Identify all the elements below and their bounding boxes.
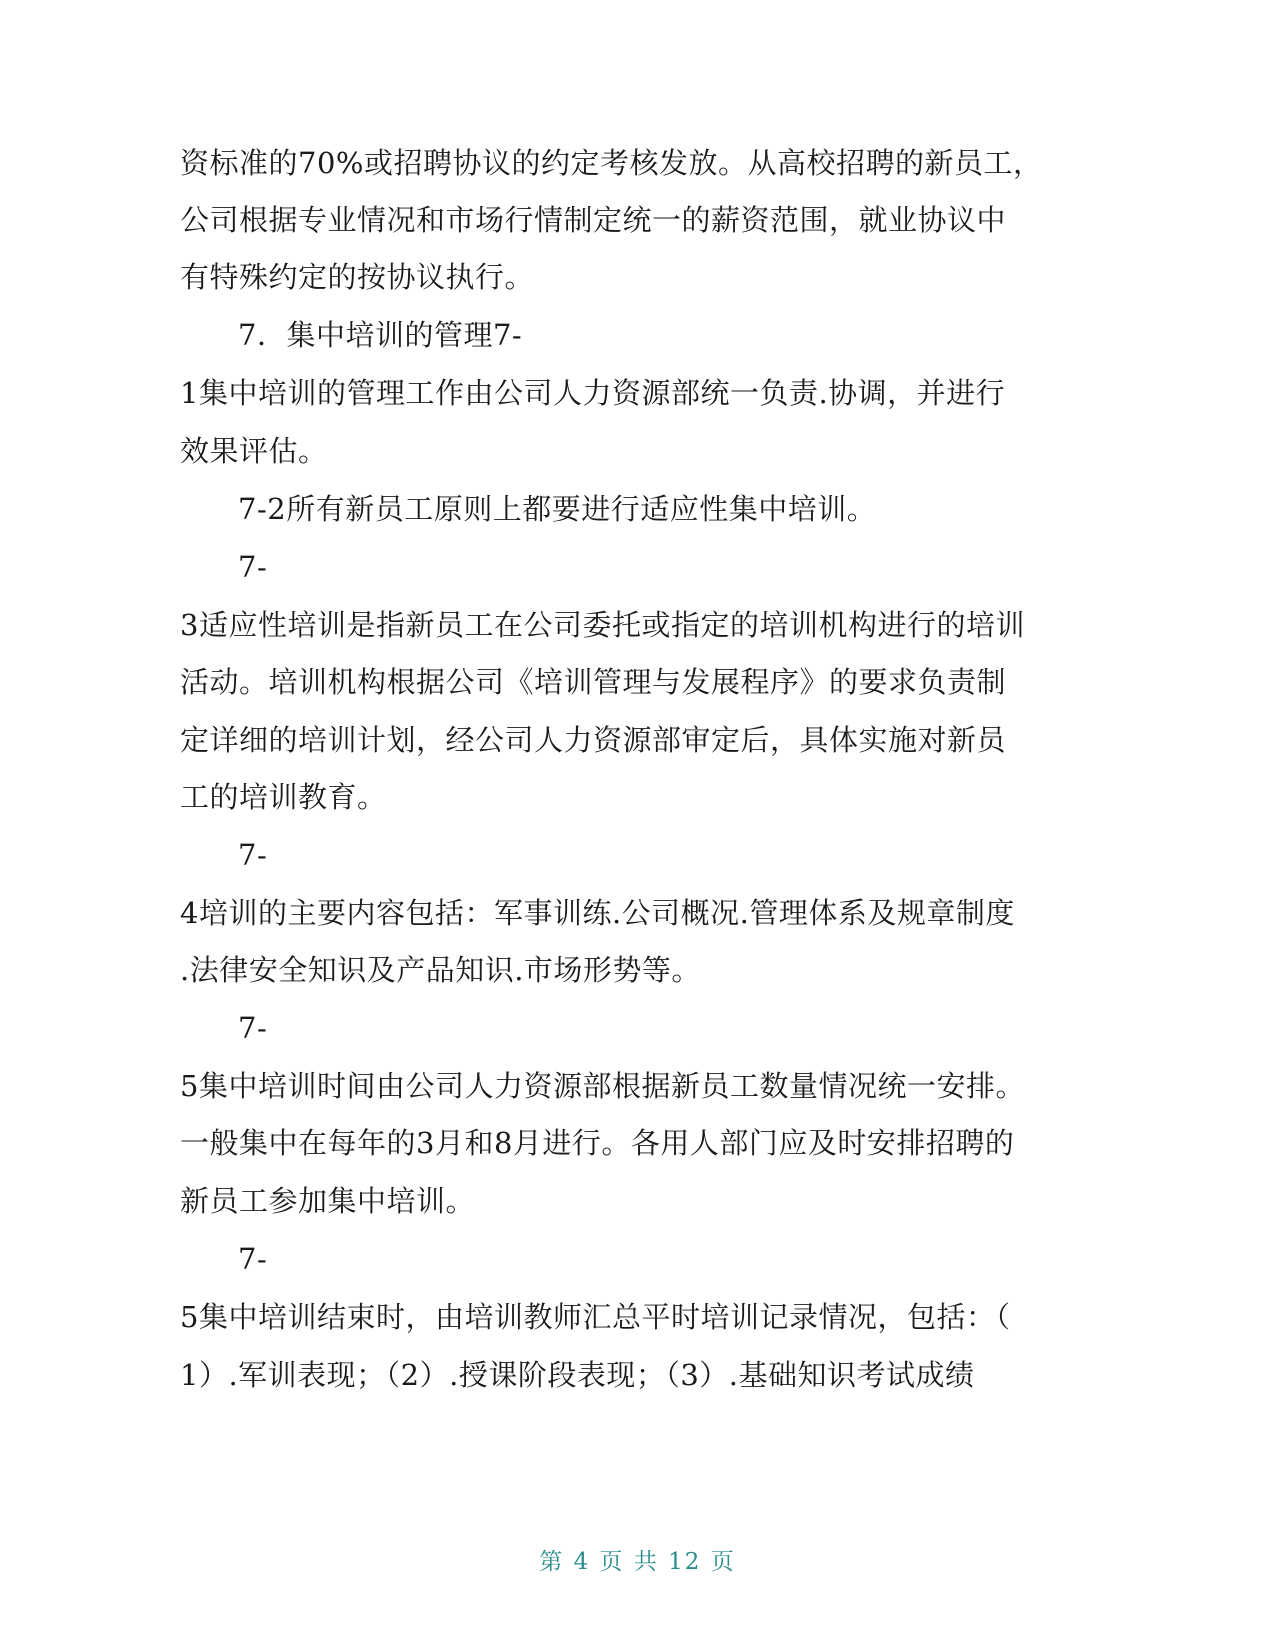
body-text-line: 公司根据专业情况和市场行情制定统一的薪资范围，就业协议中 [180,203,1007,237]
body-text-line: 5集中培训时间由公司人力资源部根据新员工数量情况统一安排。 [180,1069,1025,1103]
body-text-line: 7-2所有新员工原则上都要进行适应性集中培训。 [238,492,877,526]
body-text-line: 定详细的培训计划，经公司人力资源部审定后，具体实施对新员 [180,723,1007,757]
page-number-footer: 第 4 页 共 12 页 [539,1549,736,1575]
body-text-line: 新员工参加集中培训。 [180,1184,476,1218]
clause-number: 7- [238,1011,268,1045]
body-text-line: 活动。培训机构根据公司《培训管理与发展程序》的要求负责制 [180,665,1007,699]
body-text-line: 4培训的主要内容包括：军事训练.公司概况.管理体系及规章制度 [180,896,1015,930]
body-text-line: 3适应性培训是指新员工在公司委托或指定的培训机构进行的培训 [180,608,1025,642]
body-text-line: 1集中培训的管理工作由公司人力资源部统一负责.协调，并进行 [180,376,1006,410]
body-text-line: 5集中培训结束时，由培训教师汇总平时培训记录情况，包括：（ [180,1300,1011,1334]
body-text-line: 有特殊约定的按协议执行。 [180,260,535,294]
body-text-line: 工的培训教育。 [180,780,387,814]
body-text-line: 1）.军训表现；（2）.授课阶段表现；（3）.基础知识考试成绩 [180,1358,975,1392]
section-heading: 7．集中培训的管理7- [238,318,523,352]
body-text-line: 资标准的70%或招聘协议的约定考核发放。从高校招聘的新员工， [180,146,1043,180]
clause-number: 7- [238,838,268,872]
clause-number: 7- [238,550,268,584]
clause-number: 7- [238,1242,268,1276]
body-text-line: .法律安全知识及产品知识.市场形势等。 [180,953,701,987]
body-text-line: 一般集中在每年的3月和8月进行。各用人部门应及时安排招聘的 [180,1126,1015,1160]
body-text-line: 效果评估。 [180,434,328,468]
